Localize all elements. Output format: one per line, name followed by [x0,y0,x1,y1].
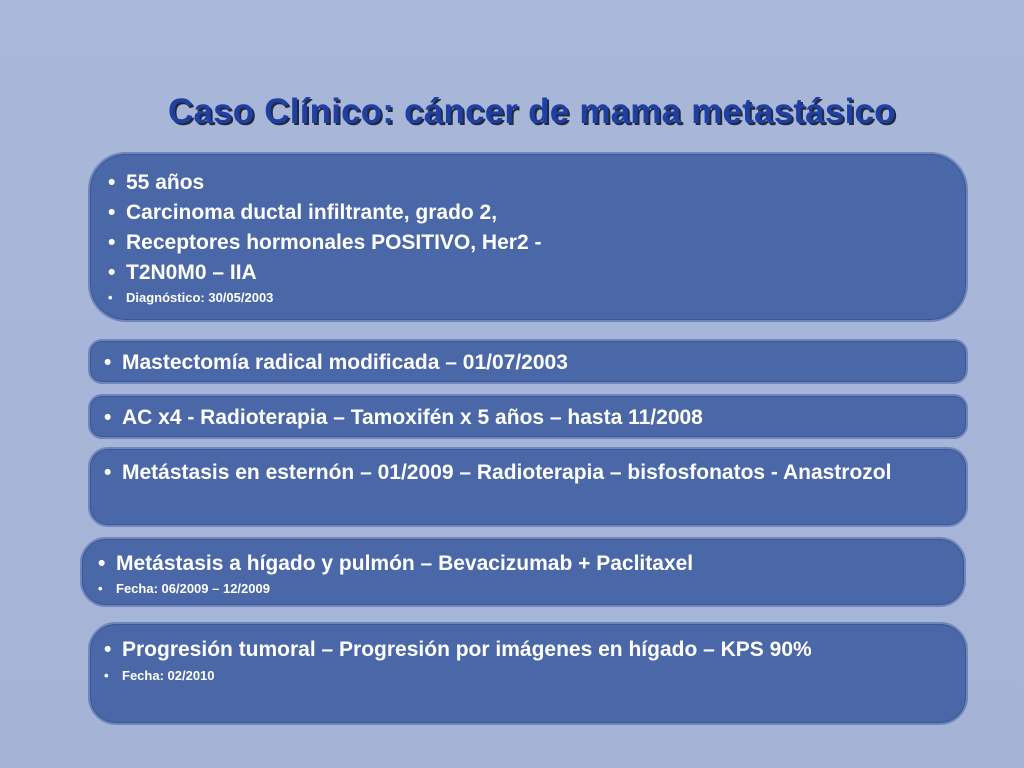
bone-metastasis-list [98,457,946,489]
list-item: • 55 años [102,168,966,198]
progression-date: • Fecha: 02/2010 [98,666,926,686]
surgery-box [88,339,968,384]
list-item: • Metástasis a hígado y pulmón – Bevacizumab + Paclitaxel [92,549,964,579]
progression-box [88,622,968,725]
patient-info-box [88,152,968,322]
list-item: • Mastectomía radical modificada – 01/07/2003 [98,348,966,378]
bone-metastasis-box [88,447,968,527]
list-item: • Carcinoma ductal infiltrante, grado 2, [102,198,966,228]
treatment-date: • Fecha: 06/2009 – 12/2009 [92,579,964,599]
diagnosis-date: • Diagnóstico: 30/05/2003 [102,288,966,308]
adjuvant-treatment-list [98,403,966,433]
list-item: • AC x4 - Radioterapia – Tamoxifén x 5 años – hasta 11/2008 [98,403,966,433]
surgery-list [98,348,966,378]
list-item: • Progresión tumoral – Progresión por imágenes en hígado – KPS 90% [98,634,926,666]
visceral-metastasis-box [80,537,966,607]
patient-info-list [102,168,966,308]
adjuvant-treatment-box [88,394,968,439]
progression-list [98,634,926,686]
list-item: • Metástasis en esternón – 01/2009 – Radioterapia – bisfosfonatos - Anastrozol [98,457,946,489]
slide-title: Caso Clínico: cáncer de mama metastásico [168,92,896,131]
list-item: • Receptores hormonales POSITIVO, Her2 - [102,228,966,258]
list-item: • T2N0M0 – IIA [102,258,966,288]
visceral-metastasis-list [92,549,964,599]
